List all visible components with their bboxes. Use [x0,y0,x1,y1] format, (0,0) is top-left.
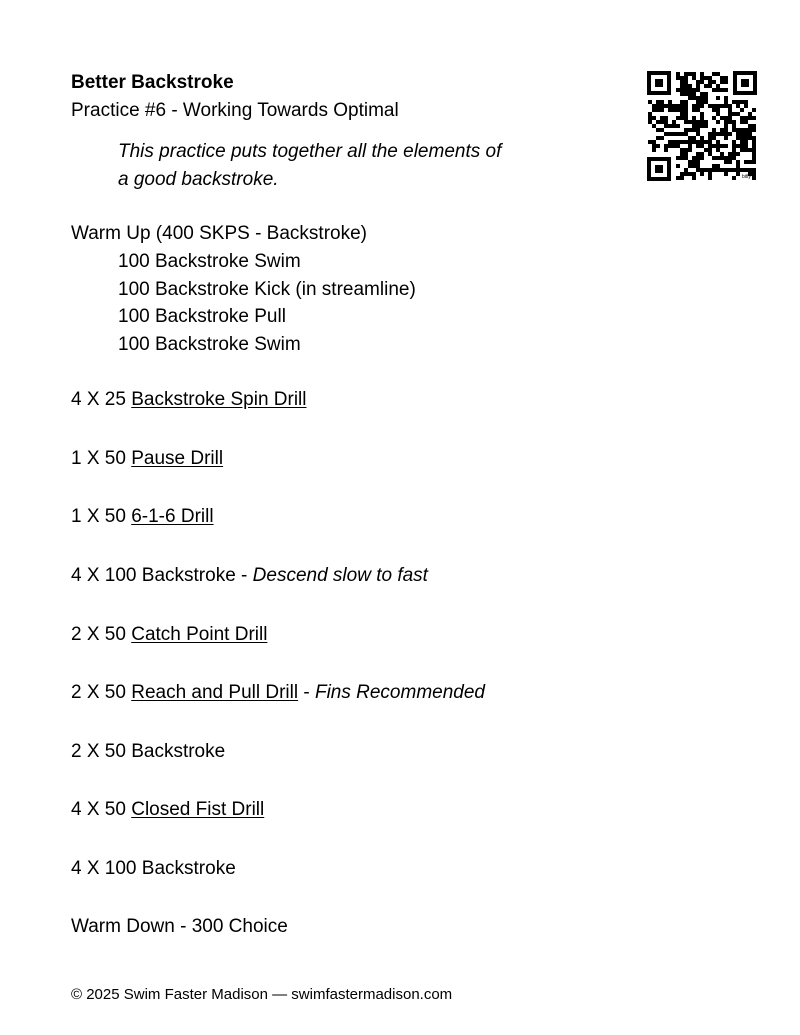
set-row [71,448,223,470]
set-reps: 4 X 25 [71,389,132,410]
set-text: 4 X 100 Backstroke - [71,565,253,586]
warmdown-row: Warm Down - 300 Choice [71,916,288,937]
qr-code-icon[interactable] [647,71,757,181]
drill-link-catch-point[interactable]: Catch Point Drill [131,624,268,645]
document-title: Better Backstroke [71,72,234,93]
set-row [71,799,264,821]
set-row [71,565,428,587]
set-reps: 2 X 50 [71,682,132,703]
set-row [71,389,307,411]
drill-link-pause[interactable]: Pause Drill [131,448,224,469]
footer-copyright: © 2025 Swim Faster Madison — swimfastermadison.com [71,986,453,1003]
warmup-item: 100 Backstroke Kick (in streamline) [118,279,416,300]
warmup-item: 100 Backstroke Swim [118,251,301,272]
set-reps: 1 X 50 [71,506,132,527]
set-reps: 1 X 50 [71,448,132,469]
set-reps: 2 X 50 [71,624,132,645]
set-separator: - [298,682,315,703]
practice-subtitle: Practice #6 - Working Towards Optimal [71,100,399,121]
set-note: Descend slow to fast [252,565,428,586]
set-row: 2 X 50 Backstroke [71,741,226,762]
drill-link-6-1-6[interactable]: 6-1-6 Drill [131,506,214,527]
set-row [71,506,214,528]
drill-link-reach-and-pull[interactable]: Reach and Pull Drill [131,682,299,703]
qr-caption: bitly [742,174,751,180]
set-row [71,682,485,704]
intro-text-line-2: a good backstroke. [118,169,279,190]
set-reps: 4 X 50 [71,799,132,820]
intro-text-line-1: This practice puts together all the elements of [118,141,502,162]
drill-link-backstroke-spin[interactable]: Backstroke Spin Drill [131,389,307,410]
warmup-title: Warm Up (400 SKPS - Backstroke) [71,223,367,244]
warmup-item: 100 Backstroke Swim [118,334,301,355]
set-note: Fins Recommended [314,682,485,703]
set-row: 4 X 100 Backstroke [71,858,236,879]
warmup-item: 100 Backstroke Pull [118,306,286,327]
drill-link-closed-fist[interactable]: Closed Fist Drill [131,799,265,820]
set-row [71,624,267,646]
